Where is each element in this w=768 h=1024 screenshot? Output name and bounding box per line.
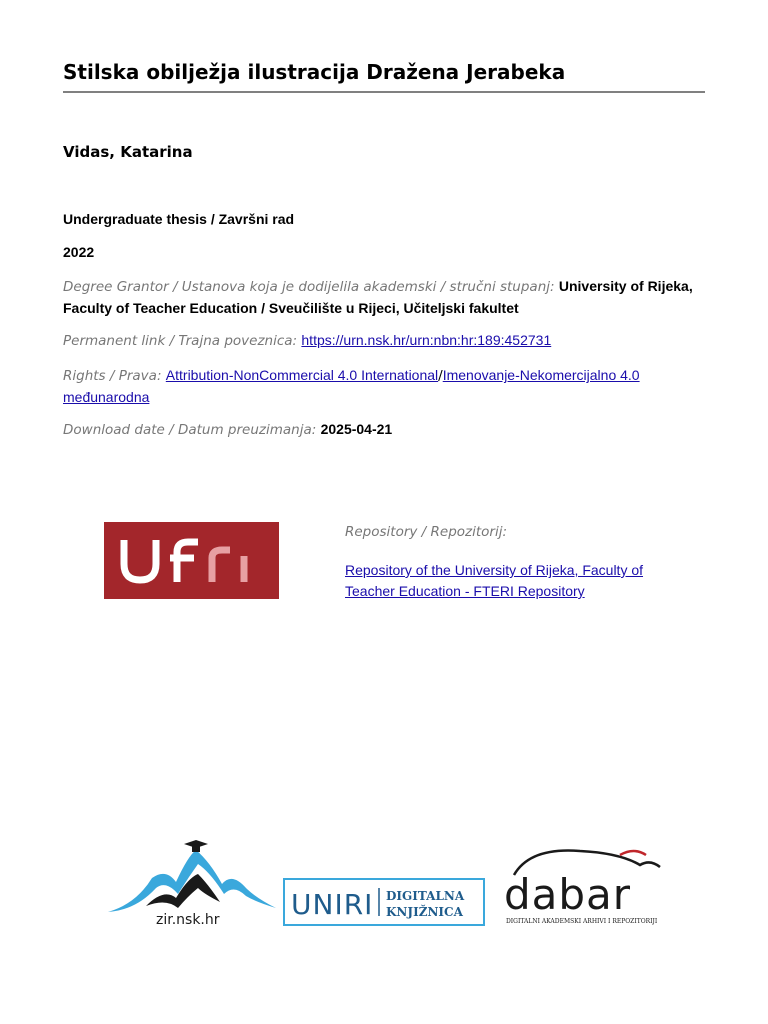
repository-link[interactable]: Repository of the University of Rijeka, Faculty of Teacher Education - FTERI Repository <box>345 562 644 599</box>
zir-logo[interactable] <box>106 838 278 930</box>
download-date-value: 2025-04-21 <box>320 421 393 437</box>
rights-link-english[interactable]: Attribution-NonCommercial 4.0 International <box>165 367 439 383</box>
repository-label: Repository / Repozitorij: <box>345 524 508 540</box>
author-name: Vidas, Katarina <box>63 143 193 161</box>
unir-logo-line1: DIGITALNA <box>386 889 465 903</box>
dabar-logo-text: dabar <box>504 870 632 919</box>
unir-logo-line2: KNJIŽNICA <box>386 905 463 919</box>
graduation-cap-base <box>192 846 200 852</box>
title-divider <box>63 91 705 93</box>
unir-logo[interactable] <box>283 878 485 926</box>
ufri-logo[interactable] <box>104 522 279 599</box>
rights <box>63 365 703 409</box>
permanent-link-label: Permanent link / Trajna poveznica: <box>63 333 298 349</box>
permanent-link-url[interactable]: https://urn.nsk.hr/urn:nbn:hr:189:452731 <box>301 332 552 348</box>
document-title: Stilska obilježja ilustracija Dražena Jerabeka <box>63 60 566 84</box>
rights-label: Rights / Prava: <box>63 368 162 384</box>
thesis-type <box>63 209 703 231</box>
download-date <box>63 419 703 441</box>
year <box>63 242 703 264</box>
repository-block <box>345 560 655 602</box>
beaver-tail-icon <box>620 851 646 855</box>
degree-grantor-label: Degree Grantor / Ustanova koja je dodijelila akademski / stručni stupanj: <box>63 279 555 295</box>
dabar-logo-subtitle: DIGITALNI AKADEMSKI ARHIVI I REPOZITORIJI <box>506 918 658 925</box>
zir-logo-text: zir.nsk.hr <box>156 912 220 928</box>
degree-grantor-value: University of Rijeka, Faculty of Teacher Education / Sveučilište u Rijeci, Učiteljski fakultet <box>63 278 693 316</box>
rights-link-croatian[interactable]: Imenovanje-Nekomercijalno 4.0 međunarodna <box>63 367 640 405</box>
thesis-type-text: Undergraduate thesis / Završni rad <box>63 211 295 227</box>
unir-logo-text: UNIRI <box>291 888 374 921</box>
dabar-logo[interactable] <box>500 845 666 927</box>
year-text: 2022 <box>63 244 95 260</box>
permanent-link <box>63 330 703 352</box>
download-date-label: Download date / Datum preuzimanja: <box>63 422 317 438</box>
rights-separator: / <box>438 368 443 384</box>
degree-grantor <box>63 276 703 320</box>
